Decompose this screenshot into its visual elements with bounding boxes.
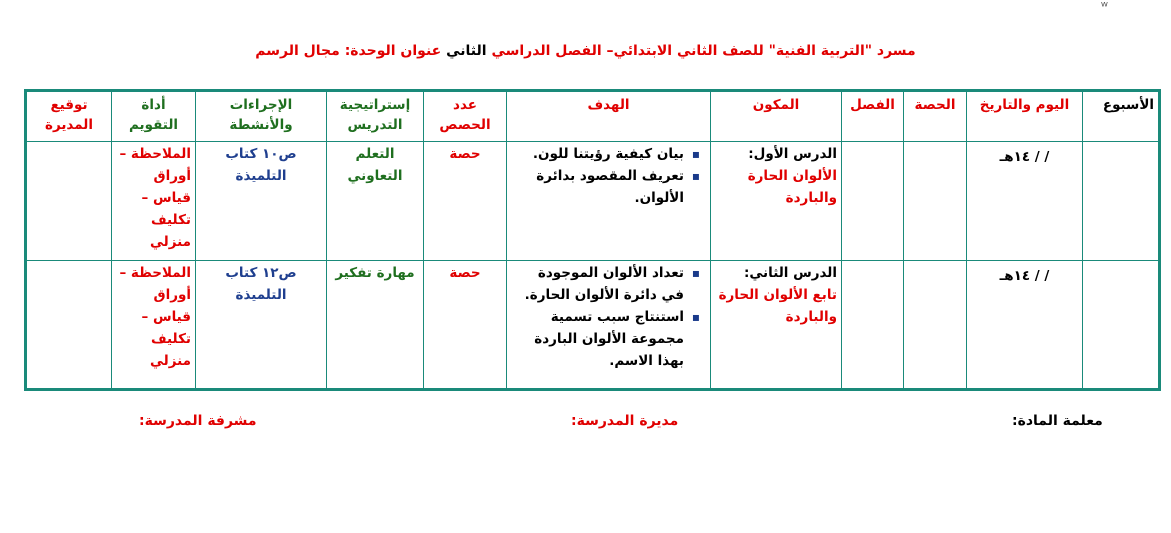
cell-period [904,142,967,261]
cell-evaluation: الملاحظة – أوراق قياس – تكليف منزلي [112,142,196,261]
goal-item: ▪ استنتاج سبب تسمية مجموعة الألوان الباردة بهذا الاسم. [511,306,700,372]
title-grade: للصف الثاني الابتدائي [613,43,769,59]
title-semester: الثاني [441,43,492,59]
table-row [26,261,1160,390]
cell-procedures: ص١٢ كتاب التلميذة [196,261,327,390]
cell-strategy: التعلم التعاوني [327,142,424,261]
table-header-row [26,91,1160,142]
cell-date: / / ١٤هـ [967,142,1083,261]
cell-goals [507,261,711,390]
lesson-name: الألوان الحارة والباردة [747,168,837,206]
header-day-date: اليوم والتاريخ [967,91,1083,142]
cell-evaluation: الملاحظة – أوراق قياس – تكليف منزلي [112,261,196,390]
cell-week [1083,142,1160,261]
goal-item: ▪ تعداد الألوان الموجودة في دائرة الألوان الحارة. [511,262,700,306]
title-unit-label: عنوان الوحدة: [344,43,442,59]
title-subject: مسرد "التربية الفنية" [768,43,916,59]
cell-period [904,261,967,390]
cell-class [842,261,904,390]
header-week: الأسبوع [1083,91,1160,142]
header-goal: الهدف [507,91,711,142]
title-semester-label: – الفصل الدراسي [491,43,614,59]
cell-signature [26,142,112,261]
header-component: المكون [711,91,842,142]
header-signature: توقيع المديرة [26,91,112,142]
lesson-plan-table [24,89,1161,391]
cell-num-periods: حصة [424,142,507,261]
cell-num-periods: حصة [424,261,507,390]
cell-date: / / ١٤هـ [967,261,1083,390]
cell-procedures: ص١٠ كتاب التلميذة [196,142,327,261]
goal-item: ▪ بيان كيفية رؤيتنا للون. [511,143,700,165]
cell-goals [507,142,711,261]
cell-signature [26,261,112,390]
cell-component [711,261,842,390]
lesson-title: الدرس الثاني: [744,265,837,281]
header-period: الحصة [904,91,967,142]
cell-strategy: مهارة تفكير [327,261,424,390]
page-title [0,43,1171,59]
header-procedures: الإجراءات والأنشطة [196,91,327,142]
title-unit: مجال الرسم [255,43,345,59]
lesson-name: تابع الألوان الحارة والباردة [718,287,837,325]
header-num-periods: عدد الحصص [424,91,507,142]
lesson-title: الدرس الأول: [748,146,837,162]
table-row [26,142,1160,261]
corner-mark: ᵂ [1101,0,1108,13]
cell-week [1083,261,1160,390]
cell-class [842,142,904,261]
cell-component [711,142,842,261]
goal-item: ▪ تعريف المقصود بدائرة الألوان. [511,165,700,209]
teacher-signature-label: معلمة المادة: [1012,413,1103,429]
principal-signature-label: مديرة المدرسة: [571,413,679,429]
header-class: الفصل [842,91,904,142]
supervisor-signature-label: مشرفة المدرسة: [139,413,257,429]
header-strategy: إستراتيجية التدريس [327,91,424,142]
header-evaluation: أداة التقويم [112,91,196,142]
